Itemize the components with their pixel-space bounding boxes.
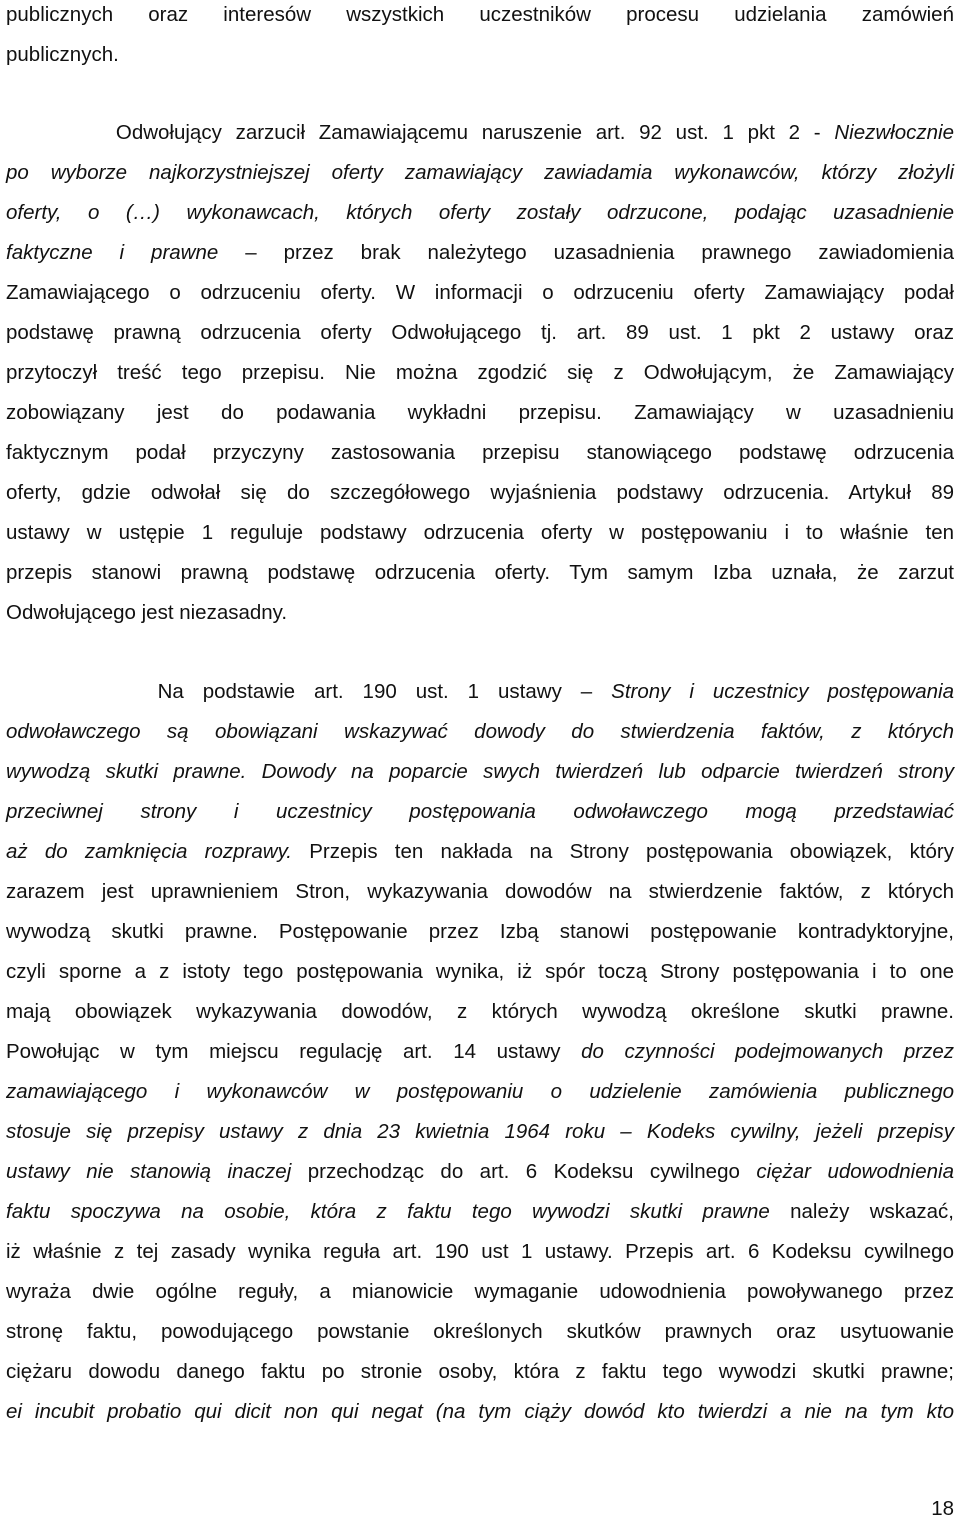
text-line bbox=[6, 877, 954, 907]
text-line bbox=[6, 1357, 954, 1387]
text-line bbox=[6, 398, 954, 428]
text-line bbox=[6, 1117, 954, 1147]
text-run: wyraża dwie ogólne reguły, a mianowicie wymaganie udowodnienia powoływanego przez bbox=[6, 1280, 954, 1303]
text-line bbox=[6, 358, 954, 388]
italic-text: oferty, o (…) wykonawcach, których oferty zostały odrzucone, podając uzasadnienie bbox=[6, 201, 954, 224]
text-line bbox=[6, 478, 954, 508]
text-line bbox=[6, 677, 954, 707]
page-number: 18 bbox=[931, 1497, 954, 1520]
text-run: stronę faktu, powodującego powstanie określonych skutków prawnych oraz usytuowanie bbox=[6, 1320, 954, 1343]
text-run: ustawy w ustępie 1 reguluje podstawy odrzucenia oferty w postępowaniu i to właśnie ten bbox=[6, 521, 954, 544]
italic-text: zamawiającego i wykonawców w postępowaniu o udzielenie zamówienia publicznego bbox=[6, 1080, 954, 1103]
text-line bbox=[6, 1317, 954, 1347]
italic-text: Niezwłocznie bbox=[834, 121, 954, 144]
text-line bbox=[6, 1197, 954, 1227]
italic-text: ustawy nie stanowią inaczej bbox=[6, 1160, 292, 1183]
text-line bbox=[6, 997, 954, 1027]
text-run: publicznych. bbox=[6, 43, 119, 66]
text-run: wywodzą skutki prawne. Postępowanie przez Izbą stanowi postępowanie kontradyktoryjne, bbox=[6, 920, 954, 943]
text-line bbox=[6, 118, 954, 148]
text-run: przepis stanowi prawną podstawę odrzucenia oferty. Tym samym Izba uznała, że zarzut bbox=[6, 561, 954, 584]
italic-text: odwoławczego są obowiązani wskazywać dowody do stwierdzenia faktów, z których bbox=[6, 720, 954, 743]
text-run: przytoczył treść tego przepisu. Nie można zgodzić się z Odwołującym, że Zamawiający bbox=[6, 361, 954, 384]
text-run: należy wskazać, bbox=[769, 1200, 954, 1223]
text-run: Zamawiającego o odrzuceniu oferty. W informacji o odrzuceniu oferty Zamawiający podał bbox=[6, 281, 954, 304]
text-line bbox=[6, 198, 954, 228]
text-line bbox=[6, 158, 954, 188]
text-line bbox=[6, 1157, 954, 1187]
text-line bbox=[6, 518, 954, 548]
italic-text: faktu spoczywa na osobie, która z faktu tego wywodzi skutki prawne bbox=[6, 1200, 770, 1223]
italic-text: Strony i uczestnicy postępowania bbox=[611, 680, 954, 703]
text-run: oferty, gdzie odwołał się do szczegółowego wyjaśnienia podstawy odrzucenia. Artykuł 89 bbox=[6, 481, 954, 504]
italic-text: ciężar udowodnienia bbox=[756, 1160, 954, 1183]
text-line bbox=[6, 40, 954, 70]
italic-text: ei incubit probatio qui dicit non qui negat (na tym ciąży dowód kto twierdzi a nie na tym kto bbox=[6, 1400, 954, 1423]
text-run: publicznych oraz interesów wszystkich uczestników procesu udzielania zamówień bbox=[6, 3, 954, 26]
text-line bbox=[6, 717, 954, 747]
text-line bbox=[6, 238, 954, 268]
text-line bbox=[6, 1037, 954, 1067]
text-run: Odwołującego jest niezasadny. bbox=[6, 601, 288, 624]
italic-text: przeciwnej strony i uczestnicy postępowania odwoławczego mogą przedstawiać bbox=[6, 800, 954, 823]
italic-text: po wyborze najkorzystniejszej oferty zamawiający zawiadamia wykonawców, którzy złożyli bbox=[6, 161, 954, 184]
text-line bbox=[6, 598, 954, 628]
italic-text: aż do zamknięcia rozprawy. bbox=[6, 840, 292, 863]
text-run: zarazem jest uprawnieniem Stron, wykazywania dowodów na stwierdzenie faktów, z których bbox=[6, 880, 954, 903]
italic-text: wywodzą skutki prawne. Dowody na poparcie swych twierdzeń lub odparcie twierdzeń strony bbox=[6, 760, 954, 783]
text-line bbox=[6, 797, 954, 827]
text-line bbox=[6, 1237, 954, 1267]
text-line bbox=[6, 438, 954, 468]
text-run: Powołując w tym miejscu regulację art. 14 ustawy bbox=[6, 1040, 582, 1063]
text-line bbox=[6, 1277, 954, 1307]
text-line bbox=[6, 1077, 954, 1107]
text-run: mają obowiązek wykazywania dowodów, z których wywodzą określone skutki prawne. bbox=[6, 1000, 954, 1023]
text-line bbox=[6, 278, 954, 308]
text-run: zobowiązany jest do podawania wykładni przepisu. Zamawiający w uzasadnieniu bbox=[6, 401, 954, 424]
text-line bbox=[6, 1397, 954, 1427]
italic-text: do czynności podejmowanych przez bbox=[581, 1040, 954, 1063]
text-line bbox=[6, 0, 954, 30]
text-line bbox=[6, 837, 954, 867]
text-run: podstawę prawną odrzucenia oferty Odwołującego tj. art. 89 ust. 1 pkt 2 ustawy oraz bbox=[6, 321, 954, 344]
text-line bbox=[6, 757, 954, 787]
italic-text: faktyczne i prawne bbox=[6, 241, 219, 264]
text-run: Na podstawie art. 190 ust. 1 ustawy – bbox=[6, 680, 612, 703]
text-run: iż właśnie z tej zasady wynika reguła art. 190 ust 1 ustawy. Przepis art. 6 Kodeksu cywilnego bbox=[6, 1240, 954, 1263]
text-run: przechodząc do art. 6 Kodeksu cywilnego bbox=[291, 1160, 757, 1183]
italic-text: stosuje się przepisy ustawy z dnia 23 kwietnia 1964 roku – Kodeks cywilny, jeżeli przepisy bbox=[6, 1120, 954, 1143]
text-run: – przez brak należytego uzasadnienia prawnego zawiadomienia bbox=[218, 241, 954, 264]
text-run: czyli sporne a z istoty tego postępowania wynika, iż spór toczą Strony postępowania i to one bbox=[6, 960, 954, 983]
text-line bbox=[6, 957, 954, 987]
text-run: Odwołujący zarzucił Zamawiającemu naruszenie art. 92 ust. 1 pkt 2 - bbox=[6, 121, 835, 144]
text-run: faktycznym podał przyczyny zastosowania przepisu stanowiącego podstawę odrzucenia bbox=[6, 441, 954, 464]
text-run: ciężaru dowodu danego faktu po stronie osoby, która z faktu tego wywodzi skutki prawne; bbox=[6, 1360, 954, 1383]
text-line bbox=[6, 318, 954, 348]
text-line bbox=[6, 917, 954, 947]
text-run: Przepis ten nakłada na Strony postępowania obowiązek, który bbox=[292, 840, 954, 863]
text-line bbox=[6, 558, 954, 588]
